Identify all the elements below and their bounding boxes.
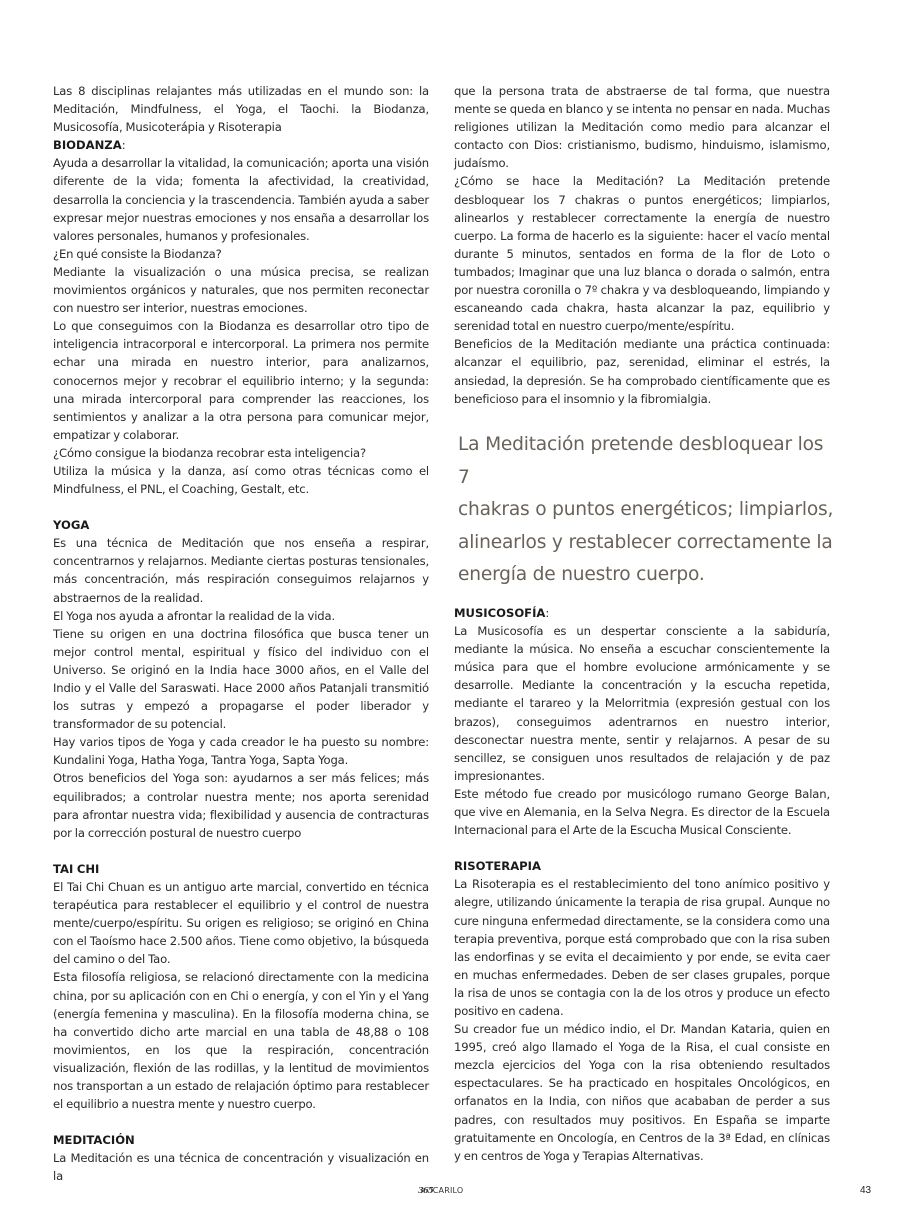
heading-yoga: YOGA [53, 518, 90, 533]
section-tai-chi [53, 860, 429, 1113]
paragraph: Su creador fue un médico indio, el Dr. Mandan Kataria, quien en 1995, creó algo llamado el Yoga de la Risa, el cual consiste en mezcla ejercicios del Yoga con la risa obteniendo resultados espectaculares. Se ha practicado en hospitales Oncológicos, en orfanatos en la India, con niños que acababan de perder a sus padres, con resultados muy positivos. En España se imparte gratuitamente en Oncología, en Centros de la 3ª Edad, en clínicas y en centros de Yoga y Terapias Alternativas. [454, 1022, 830, 1163]
right-column-upper [454, 82, 830, 408]
paragraph: Otros beneficios del Yoga son: ayudarnos a ser más felices; más equilibrados; a controlar nuestra mente; nos aporta serenidad para afrontar nuestra vida; flexibilidad y ausencia de contracturas por la corrección postural de nuestro cuerpo [53, 771, 429, 840]
left-column [53, 82, 429, 1203]
heading-meditacion: MEDITACIÓN [53, 1133, 135, 1148]
paragraph: La Meditación es una técnica de concentración y visualización en la [53, 1151, 429, 1184]
section-risoterapia [454, 857, 830, 1165]
heading-risoterapia: RISOTERAPIA [454, 859, 541, 874]
heading-musicosofia: MUSICOSOFÍA [454, 606, 546, 620]
pull-quote [458, 429, 838, 592]
heading-colon: : [545, 606, 550, 620]
paragraph: La Risoterapia es el restablecimiento del tono anímico positivo y alegre, utilizando únicamente la terapia de risa grupal. Aunque no cure ninguna enfermedad directamente, se la considera como una terapia preventiva, porque está comprobado que con la risa suben las endorfinas y se evita el decaimiento y por ende, se evita caer en muchas enfermedades. Deben de ser clases grupales, porque la risa de unos se contagia con la de los otros y produce un efecto positivo en cadena. [454, 877, 830, 1018]
pull-quote-line: chakras o puntos energéticos; limpiarlos, [458, 499, 834, 520]
logo-text: CARILO [432, 1186, 464, 1195]
paragraph: Lo que conseguimos con la Biodanza es desarrollar otro tipo de inteligencia intracorporal e intercorporal. La primera nos permite echar una mirada en nuestro interior, para analizarnos, conocernos mejor y recobrar el equilibrio interno; y la segunda: una mirada intercorporal para comprender las reacciones, los sentimientos y analizar a la otra persona para comunicar mejor, empatizar y colaborar. [53, 319, 429, 442]
paragraph: Mediante la visualización o una música precisa, se realizan movimientos orgánicos y naturales, que nos permiten reconectar con nuestro ser interior, nuestras emociones. [53, 264, 429, 316]
section-biodanza [53, 136, 429, 498]
paragraph: Hay varios tipos de Yoga y cada creador le ha puesto su nombre: Kundalini Yoga, Hatha Yoga, Tantra Yoga, Sapta Yoga. [53, 735, 429, 768]
paragraph: ¿Cómo se hace la Meditación? La Meditación pretende desbloquear los 7 chakras o puntos energéticos; limpiarlos, alinearlos y restablecer correctamente la energía de nuestro cuerpo. La forma de hacerlo es la siguiente: hacer el vacío mental durante 5 minutos, sentados en forma de la flor de Loto o tumbados; Imaginar que una luz blanca o dorada o salmón, entra por nuestra coronilla o 7º chakra y va desbloqueando, limpiando y escaneando cada chakra, hasta alcanzar la paz, equilibrio y serenidad total en nuestro cuerpo/mente/espíritu. [454, 174, 830, 334]
logo-number: 365 [418, 1186, 433, 1196]
page-number: 43 [860, 1185, 872, 1196]
section-musicosofia [454, 604, 830, 839]
paragraph: La Musicosofía es un despertar consciente a la sabiduría, mediante la música. No enseña a escuchar conscientemente la música para que el hombre evolucione armónicamente y se desarrolle. Mediante la concentración y la escucha repetida, mediante el tarareo y la Melorritmia (expresión gestual con los brazos), conseguimos adentrarnos en nuestro interior, desconectar nuestra mente, sentir y relajarnos. A pesar de su sencillez, se consiguen unos resultados de relajación y de paz impresionantes. [454, 624, 830, 783]
heading-colon: : [121, 138, 126, 153]
pull-quote-line: La Meditación pretende desbloquear los 7 [458, 434, 824, 488]
paragraph: El Yoga nos ayuda a afrontar la realidad de la vida. [53, 608, 336, 623]
heading-biodanza: BIODANZA [53, 138, 122, 153]
section-heading [454, 604, 830, 622]
pull-quote-line: energía de nuestro cuerpo. [458, 564, 705, 585]
paragraph: Utiliza la música y la danza, así como otras técnicas como el Mindfulness, el PNL, el Coaching, Gestalt, etc. [53, 463, 429, 497]
paragraph: Esta filosofía religiosa, se relacionó directamente con la medicina china, por su aplicación con en Chi o energía, y con el Yin y el Yang (energía femenina y masculina). En la filosofía moderna china, se ha convertido dicho arte marcial en una tabla de 48,88 o 108 movimientos, en los que la respiración, concentración visualización, flexión de las rodillas, y la lentitud de movimientos nos transportan a un estado de relajación óptimo para restablecer el equilibrio a nuestra mente y nuestro cuerpo. [53, 970, 429, 1112]
heading-tai-chi: TAI CHI [53, 861, 100, 876]
paragraph: que la persona trata de abstraerse de tal forma, que nuestra mente se queda en blanco y se intenta no pensar en nada. Muchas religiones utilizan la Meditación como medio para alcanzar el contacto con Dios: cristianismo, budismo, hinduismo, islamismo, judaísmo. [454, 84, 830, 171]
paragraph: ¿Cómo consigue la biodanza recobrar esta inteligencia? [53, 445, 366, 460]
section-heading [53, 136, 429, 154]
publication-logo [418, 1186, 463, 1196]
section-yoga [53, 516, 429, 842]
intro-paragraph: Las 8 disciplinas relajantes más utilizadas en el mundo son: la Meditación, Mindfulness, el Yoga, el Taochi. la Biodanza, Musicosofía, Musicoterápia y Risoterapia [53, 84, 429, 135]
pull-quote-line: alinearlos y restablecer correctamente la [458, 531, 833, 553]
paragraph: Tiene su origen en una doctrina filosófica que busca tener un mejor control mental, espiritual y físico del individuo con el Universo. Se originó en la India hace 3000 años, en el Valle del Indio y el Valle del Saraswati. Hace 2000 años Patanjali transmitió los sutras y empezó a propagarse el poder liberador y transformador de su potencial. [53, 626, 429, 732]
section-meditacion [53, 1131, 429, 1185]
paragraph: ¿En qué consiste la Biodanza? [53, 246, 222, 261]
paragraph: Ayuda a desarrollar la vitalidad, la comunicación; aporta una visión diferente de la vida; fomenta la afectividad, la creatividad, desarrolla la conciencia y la trascendencia. También ayuda a saber expresar mejor nuestras emociones y nos ensaña a desarrollar los valores personales, humanos y profesionales. [53, 156, 429, 243]
paragraph: Es una técnica de Meditación que nos enseña a respirar, concentrarnos y relajarnos. Mediante ciertas posturas tensionales, más concentración, más respiración conseguimos relajarnos y abstraernos de la realidad. [53, 536, 429, 605]
paragraph: El Tai Chi Chuan es un antiguo arte marcial, convertido en técnica terapéutica para restablecer el equilibrio y el control de nuestra mente/cuerpo/espíritu. Su origen es religioso; se originó en China con el Taoísmo hace 2.500 años. Tiene como objetivo, la búsqueda del camino o del Tao. [53, 879, 429, 967]
right-column-lower [454, 604, 830, 1183]
paragraph: Beneficios de la Meditación mediante una práctica continuada: alcanzar el equilibrio, paz, serenidad, eliminar el estrés, la ansiedad, la depresión. Se ha comprobado científicamente que es beneficioso para el insomnio y la fibromialgia. [454, 337, 830, 406]
paragraph: Este método fue creado por musicólogo rumano George Balan, que vive en Alemania, en la Selva Negra. Es director de la Escuela Internacional para el Arte de la Escucha Musical Consciente. [454, 786, 830, 838]
